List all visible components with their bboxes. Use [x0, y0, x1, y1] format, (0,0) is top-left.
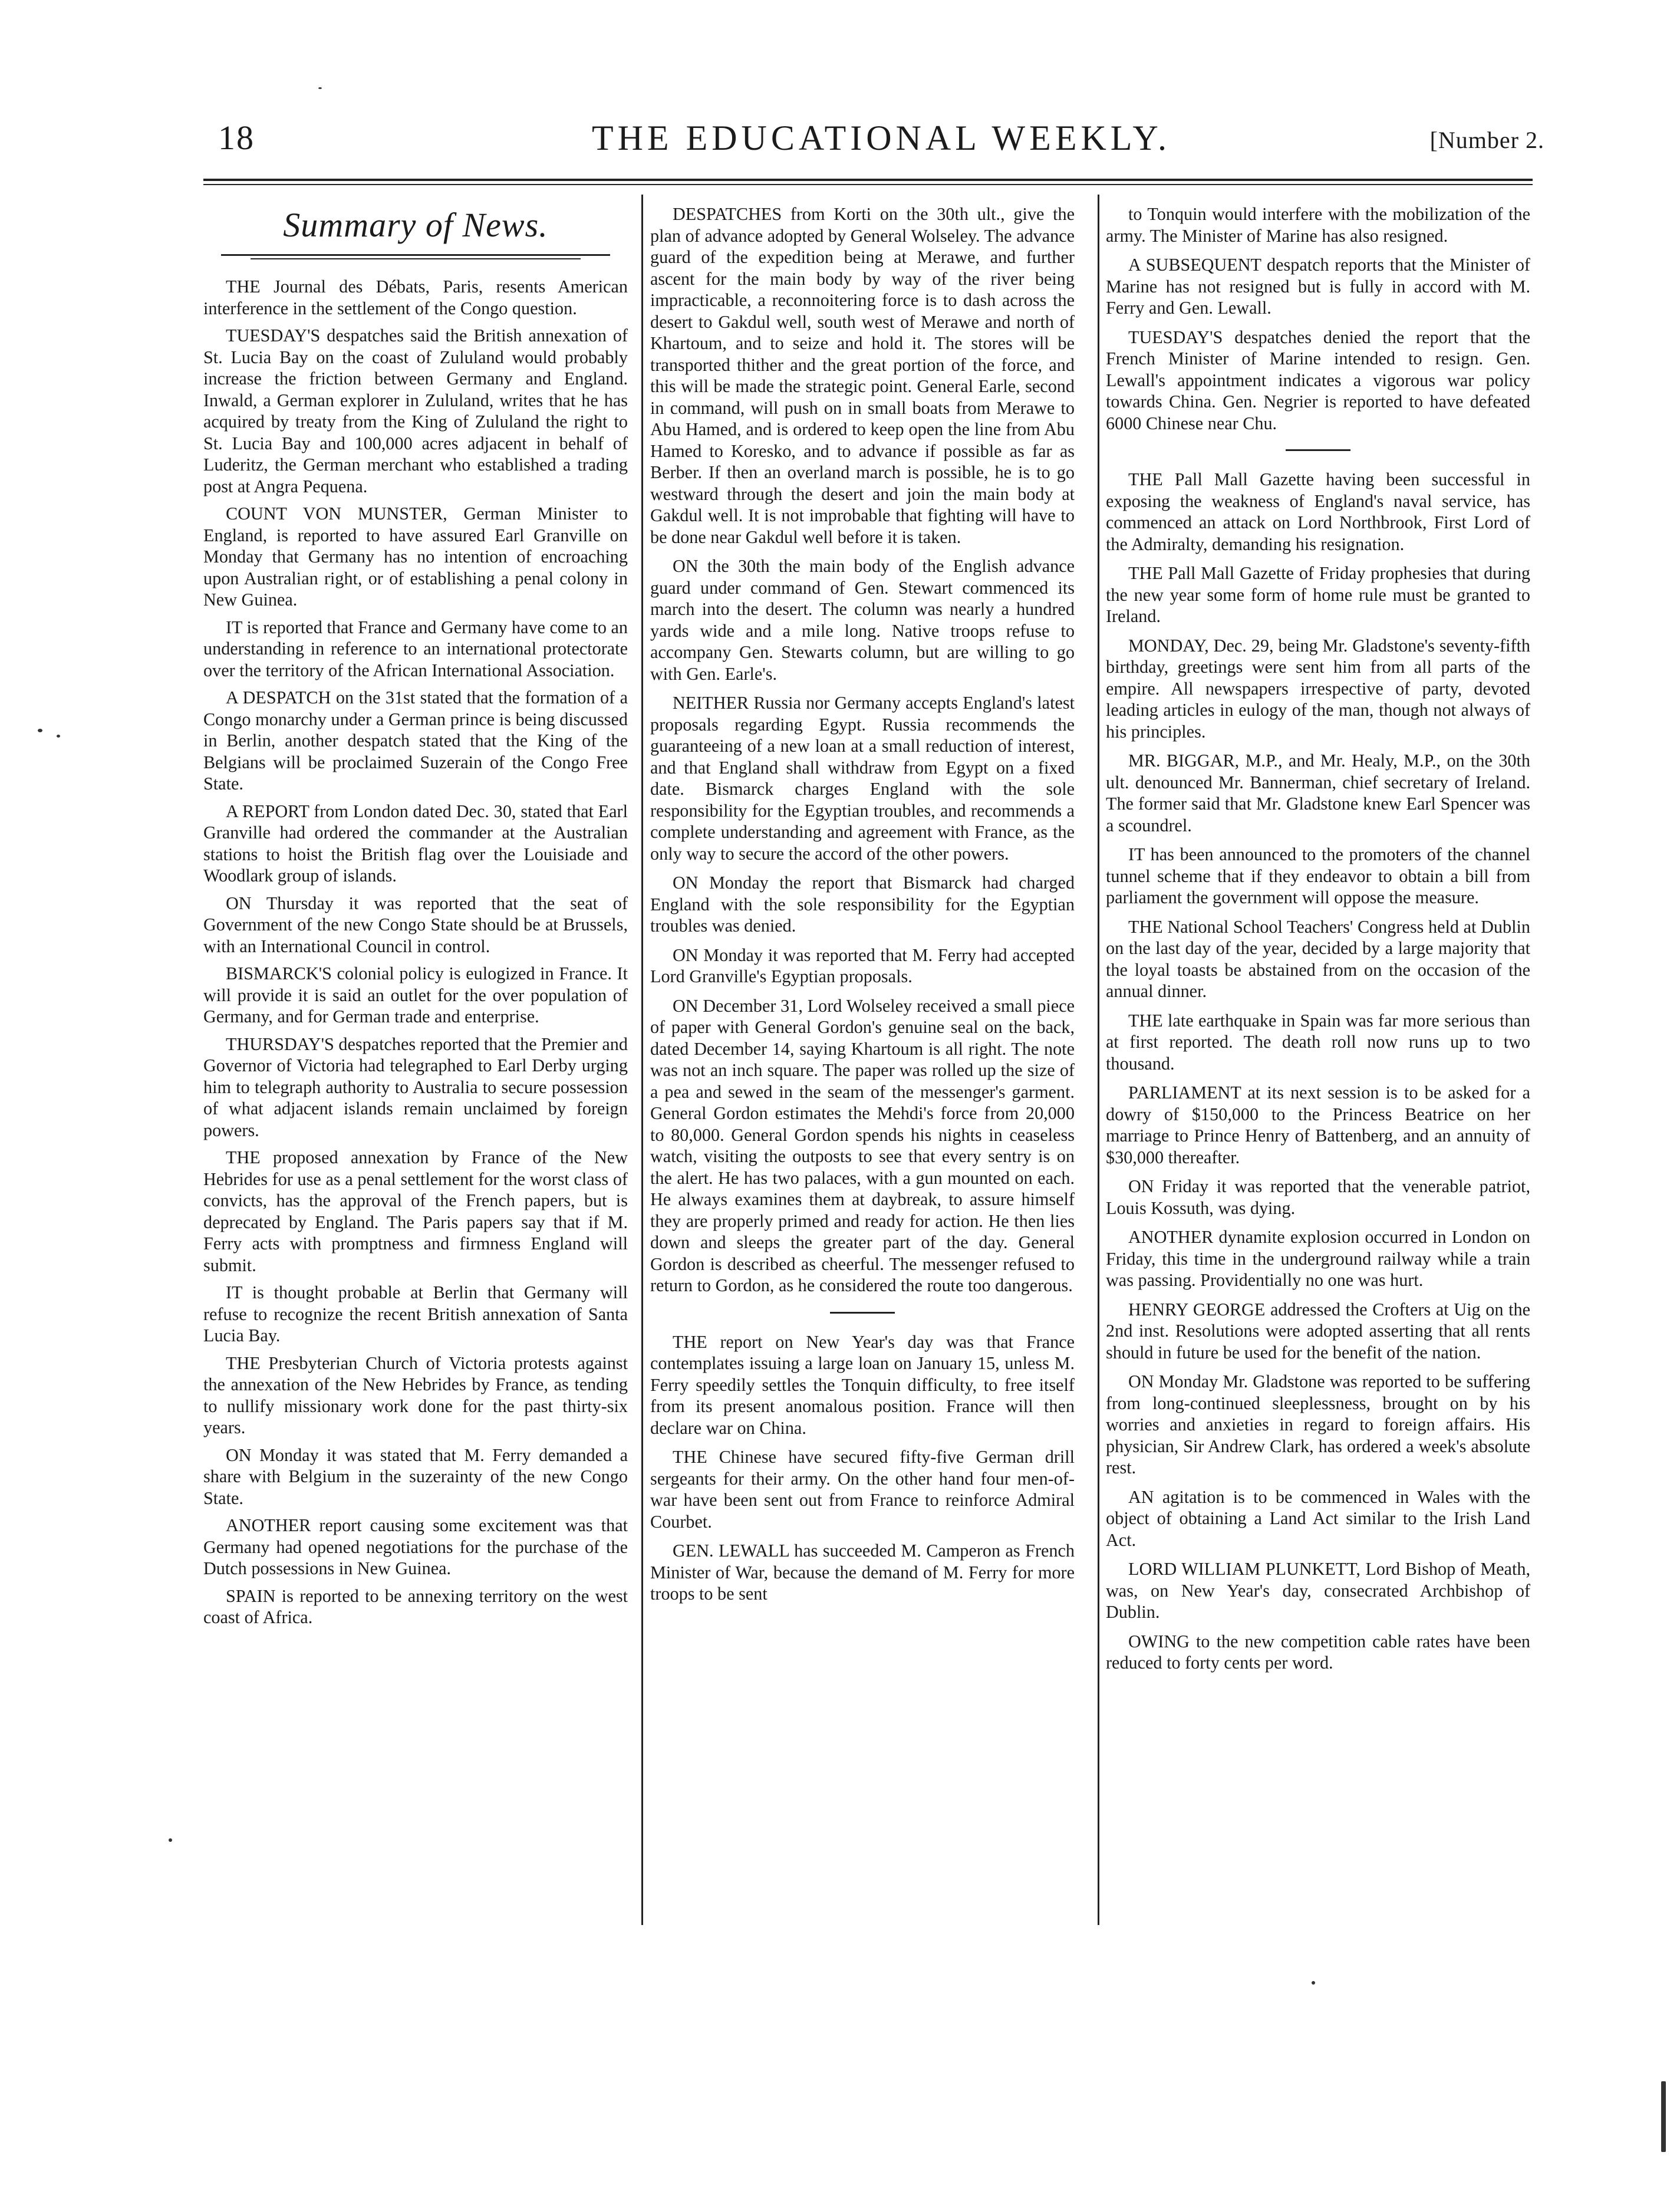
news-paragraph: to Tonquin would interfere with the mobilization of the army. The Minister of Marine has also resigned. — [1106, 204, 1530, 246]
news-paragraph: THURSDAY'S despatches reported that the Premier and Governor of Victoria had telegraphed to Earl Derby urging him to telegraph authority to Australia to secure possession of what adjacent islands remain unclaimed by foreign powers. — [203, 1034, 628, 1140]
news-paragraph: COUNT VON MUNSTER, German Minister to England, is reported to have assured Earl Granville on Monday that Germany has no intention of encroaching upon Australian right, or of establishing a penal colony in New Guinea. — [203, 504, 628, 610]
print-speck — [318, 87, 322, 89]
news-paragraph: THE Presbyterian Church of Victoria protests against the annexation of the New Hebrides by France, as tending to nullify missionary work done for the past thirty-six years. — [203, 1353, 628, 1437]
masthead-rule-thin — [203, 184, 1533, 185]
news-paragraph: ANOTHER report causing some excitement was that Germany had opened negotiations for the purchase of the Dutch possessions in New Guinea. — [203, 1515, 628, 1578]
column-divider — [641, 195, 643, 1925]
news-paragraph: PARLIAMENT at its next session is to be asked for a dowry of $150,000 to the Princess Beatrice on her marriage to Prince Henry of Battenberg, and an annuity of $30,000 thereafter. — [1106, 1082, 1530, 1167]
news-paragraph: ON Monday it was stated that M. Ferry demanded a share with Belgium in the suzerainty of the new Congo State. — [203, 1445, 628, 1508]
news-paragraph: DESPATCHES from Korti on the 30th ult., give the plan of advance adopted by General Wolseley. The advance guard of the expedition being at Merawe, and further ascent for the main body by way of the river being impracticable, a reconnoitering force is to dash across the desert to Gakdul well, south west of Merawe and north of Khartoum, and to seize and hold it. The stores will be transported thither and the great portion of the force, and this will be made the strategic point. General Earle, second in command, will push on in small boats from Merawe to Abu Hamed, and is ordered to keep open the line from Abu Hamed to Koresko, and to advance if possible as far as Berber. If then an overland march is possible, he is to go westward through the desert and join the main body at Gakdul well. It is not improbable that fighting will have to be done near Gakdul well before it is taken. — [650, 204, 1075, 547]
news-paragraph: NEITHER Russia nor Germany accepts England's latest proposals regarding Egypt. Russia recommends the guaranteeing of a new loan at a small reduction of interest, and that England shall withdraw from Egypt on a fixed date. Bismarck charges England with the sole responsibility for the Egyptian troubles, and recommends a complete understanding and agreement with France, as the only way to secure the accord of the other powers. — [650, 693, 1075, 864]
news-paragraph: THE Journal des Débats, Paris, resents American interference in the settlement of the Congo question. — [203, 277, 628, 318]
news-paragraph: HENRY GEORGE addressed the Crofters at Uig on the 2nd inst. Resolutions were adopted asserting that all rents should in future be used for the benefit of the nation. — [1106, 1299, 1530, 1363]
print-speck — [169, 1838, 172, 1842]
print-speck — [1661, 2081, 1666, 2152]
section-title: Summary of News. — [283, 206, 548, 244]
news-paragraph: IT is thought probable at Berlin that Germany will refuse to recognize the recent British annexation of Santa Lucia Bay. — [203, 1282, 628, 1345]
news-paragraph: THE Chinese have secured fifty-five German drill sergeants for their army. On the other hand four men-of-war have been sent out from France to reinforce Admiral Courbet. — [650, 1447, 1075, 1532]
print-speck — [57, 735, 60, 738]
news-column-2 — [650, 203, 1075, 1613]
news-paragraph: TUESDAY'S despatches denied the report that the French Minister of Marine intended to resign. Gen. Lewall's appointment indicates a vigorous war policy towards China. Gen. Negrier is reported to have defeated 6000 Chinese near Chu. — [1106, 327, 1530, 433]
news-paragraph: IT has been announced to the promoters of the channel tunnel scheme that if they endeavor to obtain a bill from parliament the government will oppose the measure. — [1106, 844, 1530, 907]
news-paragraph: MR. BIGGAR, M.P., and Mr. Healy, M.P., on the 30th ult. denounced Mr. Bannerman, chief secretary of Ireland. The former said that Mr. Gladstone knew Earl Spencer was a scoundrel. — [1106, 751, 1530, 835]
news-paragraph: ON Friday it was reported that the venerable patriot, Louis Kossuth, was dying. — [1106, 1176, 1530, 1218]
news-paragraph: TUESDAY'S despatches said the British annexation of St. Lucia Bay on the coast of Zululand would probably increase the friction between Germany and England. Inwald, a German explorer in Zululand, writes that he has acquired by treaty from the King of Zululand the right to St. Lucia Bay and 100,000 acres adjacent in behalf of Luderitz, the German merchant who established a trading post at Angra Pequena. — [203, 325, 628, 496]
journal-title: THE EDUCATIONAL WEEKLY. — [591, 119, 1171, 157]
news-paragraph: GEN. LEWALL has succeeded M. Camperon as French Minister of War, because the demand of M. Ferry for more troops to be sent — [650, 1541, 1075, 1604]
column-separator-rule — [1286, 449, 1350, 451]
news-paragraph: A SUBSEQUENT despatch reports that the Minister of Marine has not resigned but is fully in accord with M. Ferry and Gen. Lewall. — [1106, 255, 1530, 318]
news-paragraph: ON Monday Mr. Gladstone was reported to be suffering from long-continued sleeplessness, brought on by his worries and anxieties in regard to foreign affairs. His physician, Sir Andrew Clark, has ordered a week's absolute rest. — [1106, 1371, 1530, 1478]
news-paragraph: LORD WILLIAM PLUNKETT, Lord Bishop of Meath, was, on New Year's day, consecrated Archbishop of Dublin. — [1106, 1559, 1530, 1622]
news-paragraph: BISMARCK'S colonial policy is eulogized in France. It will provide it is said an outlet for the over population of Germany, and for German trade and enterprise. — [203, 963, 628, 1026]
news-paragraph: A DESPATCH on the 31st stated that the formation of a Congo monarchy under a German prince is being discussed in Berlin, another despatch stated that the King of the Belgians will be proclaimed Suzerain of the Congo Free State. — [203, 687, 628, 794]
news-paragraph: ANOTHER dynamite explosion occurred in London on Friday, this time in the underground railway while a train was passing. Providentially no one was hurt. — [1106, 1227, 1530, 1290]
news-paragraph: THE report on New Year's day was that France contemplates issuing a large loan on January 15, unless M. Ferry speedily settles the Tonquin difficulty, to free itself from its present anomalous position. France will then declare war on China. — [650, 1331, 1075, 1438]
masthead-rule — [203, 179, 1533, 181]
news-column-3 — [1106, 203, 1530, 1682]
news-paragraph: THE Pall Mall Gazette of Friday prophesies that during the new year some form of home rule must be granted to Ireland. — [1106, 563, 1530, 626]
news-paragraph: ON December 31, Lord Wolseley received a small piece of paper with General Gordon's genuine seal on the back, dated December 14, saying Khartoum is all right. The note was not an inch square. The paper was rolled up the size of a pea and sewed in the seam of the messenger's garment. General Gordon estimates the Mehdi's force from 20,000 to 80,000. General Gordon spends his nights in ceaseless watch, visiting the outposts to see that every sentry is on the alert. He has two palaces, with a gun mounted on each. He always examines them at daybreak, to assure himself they are properly primed and ready for action. He then lies down and sleeps the greater part of the day. General Gordon is described as cheerful. The messenger refused to return to Gordon, as he considered the route too dangerous. — [650, 995, 1075, 1295]
news-paragraph: ON Thursday it was reported that the seat of Government of the new Congo State should be at Brussels, with an International Council in control. — [203, 893, 628, 956]
page-number: 18 — [218, 119, 255, 157]
news-paragraph: ON the 30th the main body of the English advance guard under command of Gen. Stewart commenced its march into the desert. The column was nearly a hundred yards wide and a mile long. Native troops refuse to accompany Gen. Stewarts column, but are willing to go with Gen. Earle's. — [650, 556, 1075, 684]
masthead — [218, 118, 1544, 171]
print-speck — [38, 729, 42, 732]
news-paragraph: ON Monday it was reported that M. Ferry had accepted Lord Granville's Egyptian proposals. — [650, 945, 1075, 986]
news-paragraph: THE late earthquake in Spain was far more serious than at first reported. The death roll now runs up to two thousand. — [1106, 1010, 1530, 1074]
news-paragraph: AN agitation is to be commenced in Wales with the object of obtaining a Land Act similar to the Irish Land Act. — [1106, 1486, 1530, 1550]
news-paragraph: ON Monday the report that Bismarck had charged England with the sole responsibility for the Egyptian troubles was denied. — [650, 873, 1075, 936]
column-separator-rule — [830, 1312, 895, 1314]
news-paragraph: IT is reported that France and Germany have come to an understanding in reference to an international protectorate over the territory of the African International Association. — [203, 617, 628, 680]
news-paragraph: THE proposed annexation by France of the New Hebrides for use as a penal settlement for the worst class of convicts, has the approval of the French papers, but is deprecated by England. The Paris papers say that if M. Ferry acts with promptness and firmness England will submit. — [203, 1147, 628, 1275]
news-paragraph: MONDAY, Dec. 29, being Mr. Gladstone's seventy-fifth birthday, greetings were sent him from all parts of the empire. All newspapers irrespective of party, devoted leading articles in eulogy of the man, though not always of his principles. — [1106, 635, 1530, 742]
print-speck — [1312, 1981, 1315, 1985]
title-rule-thin — [251, 258, 581, 259]
title-rule — [221, 254, 610, 256]
news-paragraph: A REPORT from London dated Dec. 30, stated that Earl Granville had ordered the commander at the Australian stations to hoist the British flag over the Louisiade and Woodlark group of islands. — [203, 801, 628, 886]
news-paragraph: SPAIN is reported to be annexing territory on the west coast of Africa. — [203, 1585, 628, 1627]
news-column-1 — [203, 203, 628, 1634]
news-paragraph: THE Pall Mall Gazette having been successful in exposing the weakness of England's naval service, has commenced an attack on Lord Northbrook, First Lord of the Admiralty, demanding his resignation. — [1106, 469, 1530, 554]
news-paragraph: OWING to the new competition cable rates have been reduced to forty cents per word. — [1106, 1631, 1530, 1673]
issue-number: [Number 2. — [1429, 127, 1544, 153]
column-divider — [1098, 195, 1099, 1925]
news-paragraph: THE National School Teachers' Congress held at Dublin on the last day of the year, decided by a large majority that the loyal toasts be abstained from on the occasion of the annual dinner. — [1106, 916, 1530, 1001]
